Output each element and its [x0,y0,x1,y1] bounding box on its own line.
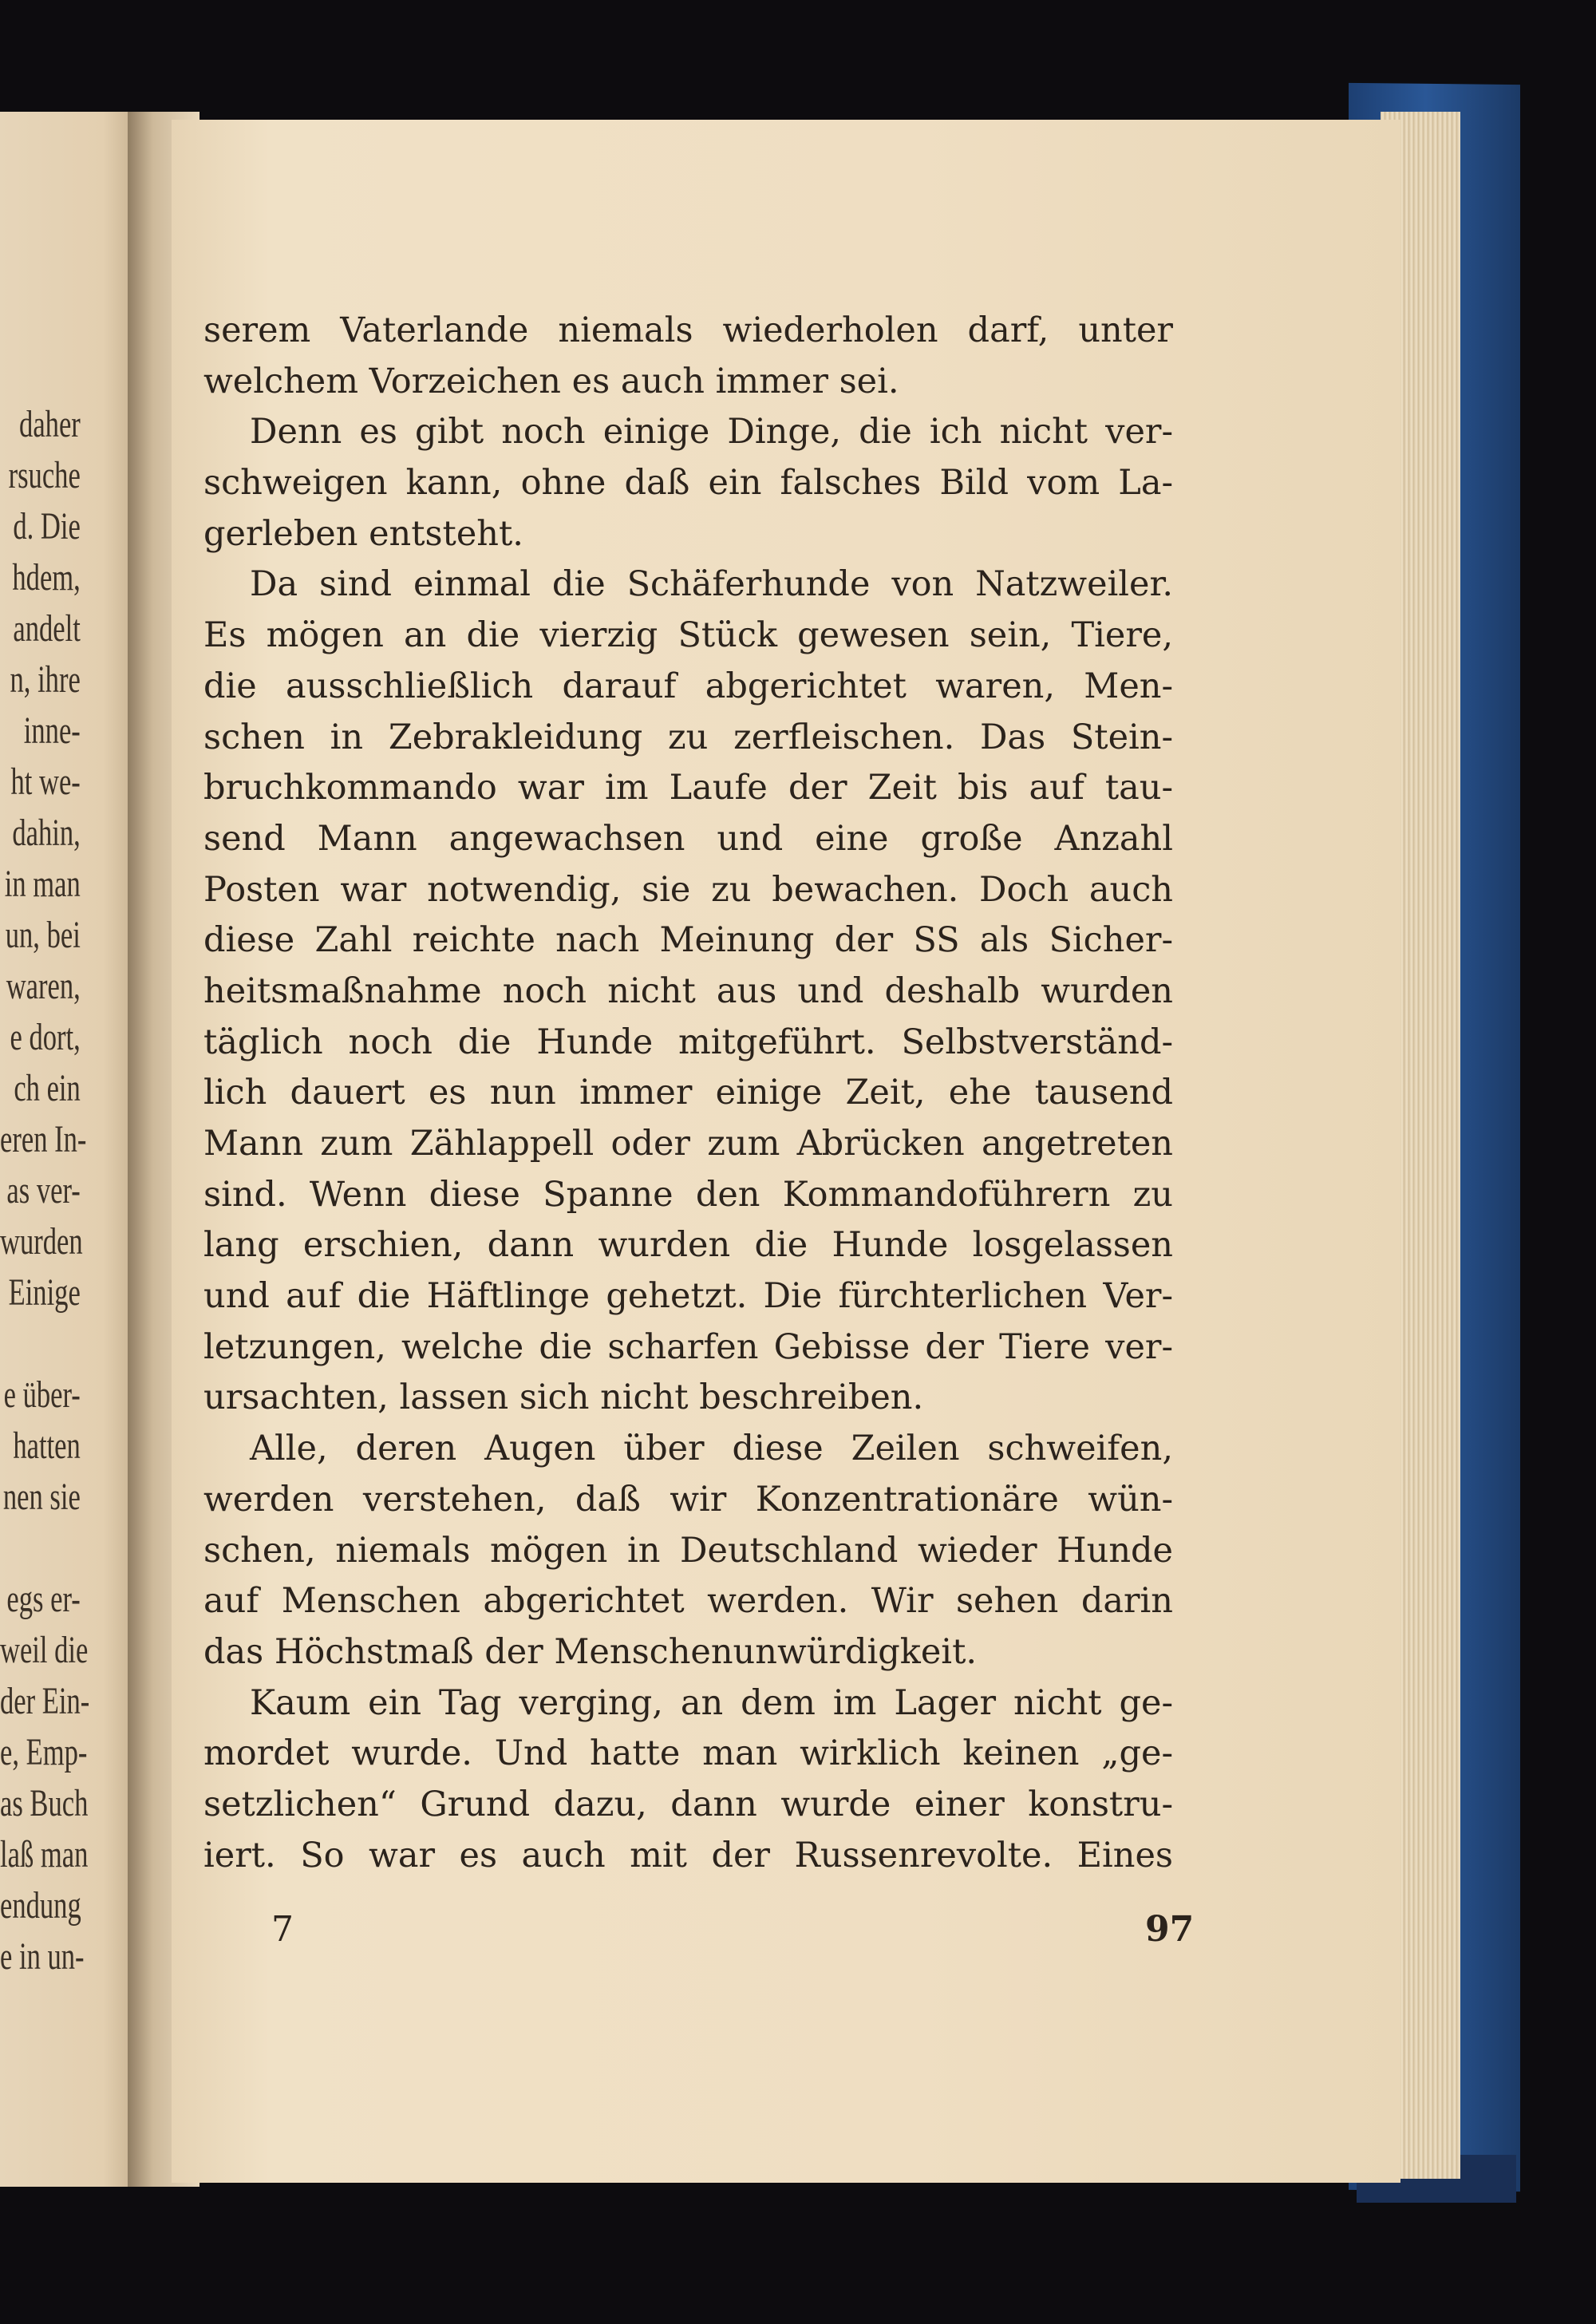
text-line: Es mögen an die vierzig Stück gewesen sein, Tiere, [203,615,1173,656]
text-line: mordet wurde. Und hatte man wirklich keinen „ge- [203,1733,1173,1774]
text-line: welchem Vorzeichen es auch immer sei. [203,361,899,401]
text-line: lang erschien, dann wurden die Hunde losgelassen [203,1225,1173,1266]
text-line: as ver- [6,1169,81,1211]
text-line: gerleben entsteht. [203,513,523,554]
text-line: egs er- [6,1578,81,1620]
text-line: schweigen kann, ohne daß ein falsches Bild vom La- [203,463,1173,504]
signature-mark: 7 [271,1909,294,1950]
left-page [0,112,148,2187]
text-line: inne- [23,709,81,752]
text-line: serem Vaterlande niemals wiederholen darf, unter [203,310,1173,350]
text-line: e über- [3,1373,81,1416]
text-line: hatten [13,1425,81,1467]
text-line: bruchkommando war im Laufe der Zeit bis auf tau- [203,768,1173,808]
text-line: e, Emp- [0,1731,88,1773]
text-line: n, ihre [10,658,81,701]
text-line: schen, niemals mögen in Deutschland wieder Hunde [203,1530,1173,1571]
page-number: 97 [1145,1909,1195,1950]
text-line: send Mann angewachsen und eine große Anzahl [203,818,1173,859]
text-line: hdem, [12,556,81,599]
text-line: lich dauert es nun immer einige Zeit, ehe tausend [203,1073,1173,1113]
text-line: das Höchstmaß der Menschenunwürdigkeit. [203,1631,978,1672]
text-line: d. Die [13,505,81,547]
text-line [0,1318,81,1370]
text-line: ht we- [10,761,81,803]
text-line: schen in Zebrakleidung zu zerfleischen. Das Stein- [203,717,1173,757]
text-line: dahin, [12,812,81,854]
paragraph-first-line: Da sind einmal die Schäferhunde von Natzweiler. [250,564,1173,605]
text-line: weil die [0,1629,89,1671]
text-line: un, bei [5,914,81,956]
paragraph-first-line: Denn es gibt noch einige Dinge, die ich nicht ver- [250,412,1173,453]
text-line: laß man [0,1833,89,1875]
text-line: werden verstehen, daß wir Konzentrationäre wün- [203,1479,1173,1520]
text-line: sind. Wenn diese Spanne den Kommandoführern zu [203,1174,1173,1215]
text-line: iert. So war es auch mit der Russenrevolte. Eines [203,1835,1173,1875]
text-line: endung [0,1884,81,1927]
text-line: e in un- [0,1935,85,1978]
text-line: der Ein- [0,1680,90,1722]
text-line: täglich noch die Hunde mitgeführt. Selbstverständ- [203,1022,1173,1062]
text-line: andelt [13,607,81,650]
text-line: nen sie [2,1476,81,1518]
text-line: und auf die Häftlinge gehetzt. Die fürchterlichen Ver- [203,1276,1173,1317]
text-line: eren In- [0,1118,87,1160]
text-line: ursachten, lassen sich nicht beschreiben. [203,1377,924,1418]
text-line: in man [4,863,81,905]
text-line: diese Zahl reichte nach Meinung der SS als Sicher- [203,920,1173,961]
text-line: Einige [8,1271,81,1314]
paragraph-first-line: Alle, deren Augen über diese Zeilen schweifen, [250,1429,1173,1469]
text-line [0,1523,81,1574]
text-line: rsuche [8,454,81,496]
paragraph-first-line: Kaum ein Tag verging, an dem im Lager nicht ge- [250,1682,1173,1723]
text-line: auf Menschen abgerichtet werden. Wir sehen darin [203,1581,1173,1622]
text-line: heitsmaßnahme noch nicht aus und deshalb wurden [203,970,1173,1011]
text-line: as Buch [0,1782,89,1824]
page-body-text [203,306,1173,1881]
text-line: Posten war notwendig, sie zu bewachen. Doch auch [203,869,1173,910]
left-page-text [0,399,90,1982]
text-line: e dort, [10,1016,81,1058]
text-line: setzlichen“ Grund dazu, dann wurde einer konstru- [203,1784,1173,1824]
text-line: Mann zum Zählappell oder zum Abrücken angetreten [203,1124,1173,1164]
text-line: ch ein [14,1067,81,1109]
text-line: letzungen, welche die scharfen Gebisse der Tiere ver- [203,1326,1173,1367]
text-line: wurden [0,1220,83,1263]
text-line: die ausschließlich darauf abgerichtet waren, Men- [203,666,1173,706]
text-line: waren, [6,965,81,1007]
text-line: daher [19,403,81,445]
